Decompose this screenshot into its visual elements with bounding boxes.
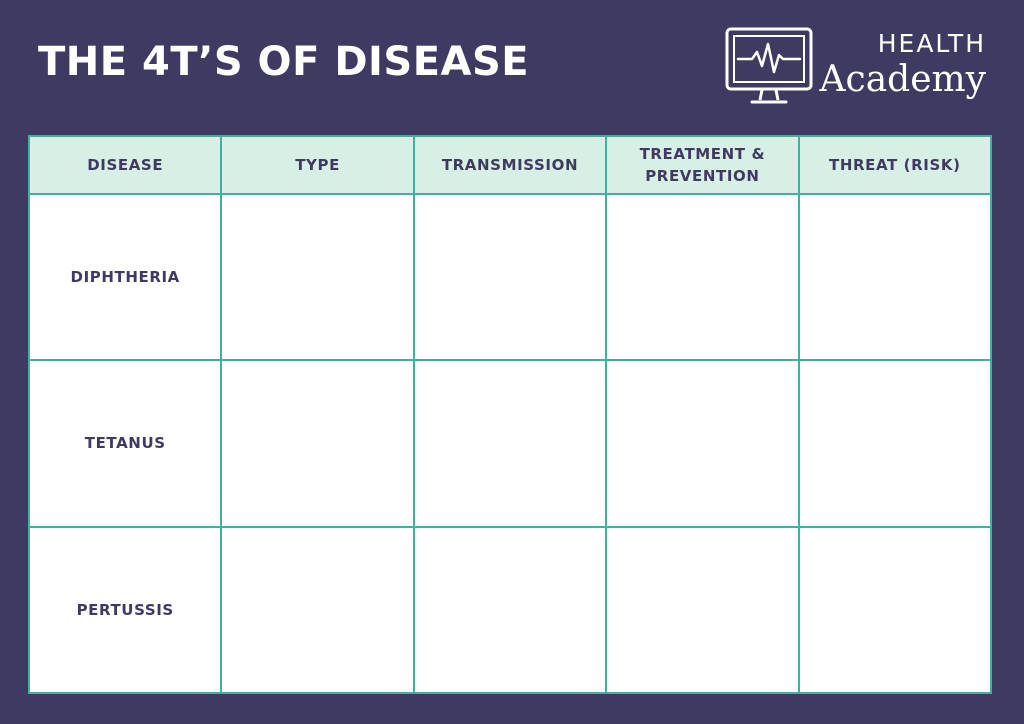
treatment-prevention-cell[interactable] [606, 194, 798, 360]
table-row [29, 360, 991, 526]
column-header-type: TYPE [221, 136, 413, 194]
logo-health-text: HEALTH [877, 29, 986, 58]
disease-name-cell: PERTUSSIS [29, 527, 221, 693]
table-header-row [29, 136, 991, 194]
transmission-cell[interactable] [414, 360, 606, 526]
transmission-cell[interactable] [414, 194, 606, 360]
column-header-threat-risk: THREAT (RISK) [799, 136, 991, 194]
page-title: THE 4T’S OF DISEASE [38, 39, 530, 85]
threat-risk-cell[interactable] [799, 527, 991, 693]
health-academy-logo [724, 26, 994, 112]
type-cell[interactable] [221, 527, 413, 693]
table-row [29, 194, 991, 360]
disease-table [28, 135, 992, 694]
column-header-transmission: TRANSMISSION [414, 136, 606, 194]
threat-risk-cell[interactable] [799, 360, 991, 526]
disease-name-cell: TETANUS [29, 360, 221, 526]
monitor-heartbeat-icon [724, 26, 814, 110]
table-row [29, 527, 991, 693]
column-header-treatment-prevention: TREATMENT & PREVENTION [606, 136, 798, 194]
logo-academy-text: Academy [819, 59, 986, 100]
disease-name-cell: DIPHTHERIA [29, 194, 221, 360]
treatment-prevention-cell[interactable] [606, 527, 798, 693]
transmission-cell[interactable] [414, 527, 606, 693]
type-cell[interactable] [221, 194, 413, 360]
treatment-prevention-cell[interactable] [606, 360, 798, 526]
type-cell[interactable] [221, 360, 413, 526]
column-header-disease: DISEASE [29, 136, 221, 194]
threat-risk-cell[interactable] [799, 194, 991, 360]
